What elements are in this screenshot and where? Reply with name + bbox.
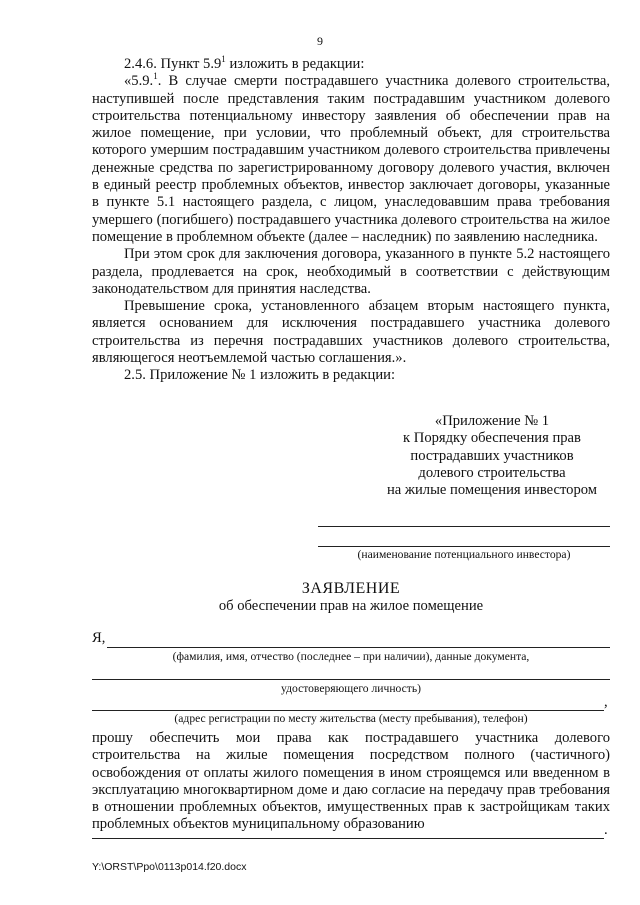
paragraph-5-9-1 bbox=[92, 73, 610, 246]
paragraph-term bbox=[92, 246, 610, 298]
paragraph-2-5 bbox=[92, 367, 610, 384]
page-number: 9 bbox=[317, 34, 323, 48]
investor-line-1 bbox=[318, 526, 610, 527]
investor-line-2 bbox=[318, 546, 610, 547]
paragraph-text: 2.5. Приложение № 1 изложить в редакции: bbox=[124, 367, 395, 384]
paragraph-text: «5.9. bbox=[124, 73, 154, 90]
tail-dot: . bbox=[604, 822, 608, 838]
fio-caption: (фамилия, имя, отчество (последнее – при наличии), данные документа, bbox=[172, 650, 530, 663]
superscript: 1 bbox=[221, 54, 226, 65]
address-line bbox=[92, 710, 604, 711]
id-line bbox=[92, 679, 610, 680]
paragraph-text: изложить в редакции: bbox=[225, 56, 365, 72]
appendix-line: к Порядку обеспечения прав bbox=[403, 430, 581, 447]
ya-label: Я, bbox=[92, 630, 106, 646]
appendix-line: долевого строительства bbox=[418, 464, 566, 481]
form-subtitle: об обеспечении прав на жилое помещение bbox=[218, 598, 484, 614]
id-caption: удостоверяющего личность) bbox=[281, 682, 421, 695]
investor-caption: (наименование потенциального инвестора) bbox=[357, 548, 571, 561]
paragraph-text: При этом срок для заключения договора, указанного в пункте 5.2 настоящего раздела, продлевается на срок, необходимый в соответствии с действующим законодательством для принятия наследства. bbox=[92, 246, 610, 297]
paragraph-text: . В случае смерти пострадавшего участника долевого строительства, наступившей после представления таким пострадавшим участником долевого строительства потенциальному инвестору заявления об обеспечении прав на жилое помещение, при условии, что проблемный объект, для строительства которого умершим пострадавшим участником долевого строительства привлечены денежные средства по зарегистрированному договору долевого участия, включен в единый реестр проблемных объектов, инвестор заключает договоры, указанные в пункте 5.1 настоящего раздела, с лицом, унаследовавшим права требования умершего (погибшего) пострадавшего участника долевого строительства на жилое помещение в проблемном объекте (далее – наследник) по заявлению наследника. bbox=[92, 73, 610, 245]
appendix-header bbox=[382, 413, 602, 499]
fio-line bbox=[107, 647, 610, 648]
paragraph-text: Превышение срока, установленного абзацем вторым настоящего пункта, является основанием для исключения пострадавшего участника долевого строительства из перечня пострадавших участников долевого строительства, являющегося неотъемлемой частью соглашения.». bbox=[92, 298, 610, 367]
tail-line bbox=[92, 838, 604, 839]
appendix-line: на жилые помещения инвестором bbox=[386, 482, 598, 499]
appendix-line: «Приложение № 1 bbox=[434, 413, 550, 429]
paragraph-text: 2.4.6. Пункт 5.9 bbox=[124, 56, 222, 72]
form-title: ЗАЯВЛЕНИЕ bbox=[301, 580, 401, 597]
paragraph-2-4-6 bbox=[92, 56, 610, 73]
paragraph-exceeding bbox=[92, 298, 610, 367]
file-path-footer: Y:\ORST\Ppo\0113p014.f20.docx bbox=[92, 861, 247, 873]
address-comma: , bbox=[604, 694, 608, 710]
appendix-line: пострадавших участников bbox=[410, 447, 574, 464]
request-text: прошу обеспечить мои права как пострадавшего участника долевого строительства на жилые помещения посредством полного (частичного) освобождения от оплаты жилого помещения в ином строящемся или введенном в эксплуатацию многоквартирном доме и даю согласие на передачу прав требования в отношении проблемных объектов, имущественных прав к застройщикам таких проблемных объектов муниципальному образованию bbox=[92, 730, 610, 833]
document-body bbox=[92, 56, 610, 385]
address-caption: (адрес регистрации по месту жительства (месту пребывания), телефон) bbox=[174, 712, 528, 725]
superscript: 1 bbox=[153, 71, 158, 82]
